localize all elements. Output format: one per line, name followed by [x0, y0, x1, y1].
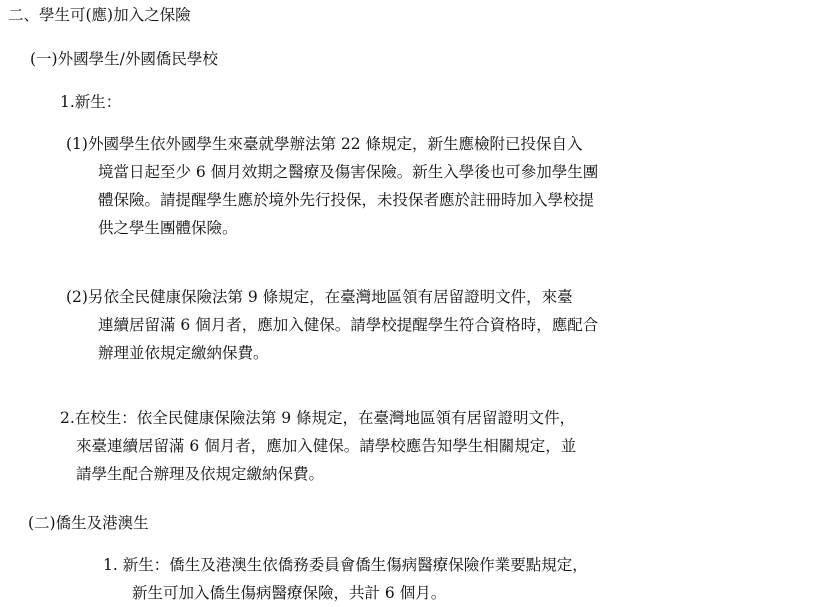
paragraph-line: 供之學生團體保險。 [98, 219, 238, 237]
paragraph-line: 請學生配合辦理及依規定繳納保費。 [76, 465, 325, 483]
paragraph-foreign-new-students-2 [66, 283, 598, 367]
paragraph-line: (2)另依全民健康保險法第 9 條規定，在臺灣地區領有居留證明文件，來臺 [66, 288, 573, 306]
paragraph-line: 連續居留滿 6 個月者，應加入健保。請學校提醒學生符合資格時，應配合 [98, 316, 599, 334]
new-students-heading: 1.新生： [60, 93, 122, 111]
paragraph-current-students [60, 404, 576, 488]
paragraph-line: 1. 新生：僑生及港澳生依僑務委員會僑生傷病醫療保險作業要點規定， [103, 556, 588, 574]
paragraph-line: 來臺連續居留滿 6 個月者，應加入健保。請學校應告知學生相關規定，並 [76, 437, 577, 455]
subsection-overseas-chinese-heading: (二)僑生及港澳生 [28, 514, 149, 532]
paragraph-overseas-new-students [103, 551, 588, 607]
section-title: 二、學生可(應)加入之保險 [8, 6, 191, 24]
paragraph-line: 體保險。請提醒學生應於境外先行投保，未投保者應於註冊時加入學校提 [98, 191, 595, 209]
paragraph-line: (1)外國學生依外國學生來臺就學辦法第 22 條規定，新生應檢附已投保自入 [66, 135, 583, 153]
subsection-foreign-students-heading: (一)外國學生/外國僑民學校 [30, 50, 218, 68]
paragraph-line: 辦理並依規定繳納保費。 [98, 344, 269, 362]
paragraph-foreign-new-students-1 [66, 130, 598, 242]
paragraph-line: 境當日起至少 6 個月效期之醫療及傷害保險。新生入學後也可參加學生團 [98, 163, 599, 181]
paragraph-line: 新生可加入僑生傷病醫療保險，共計 6 個月。 [132, 584, 447, 602]
paragraph-line: 2.在校生：依全民健康保險法第 9 條規定，在臺灣地區領有居留證明文件， [60, 409, 576, 427]
